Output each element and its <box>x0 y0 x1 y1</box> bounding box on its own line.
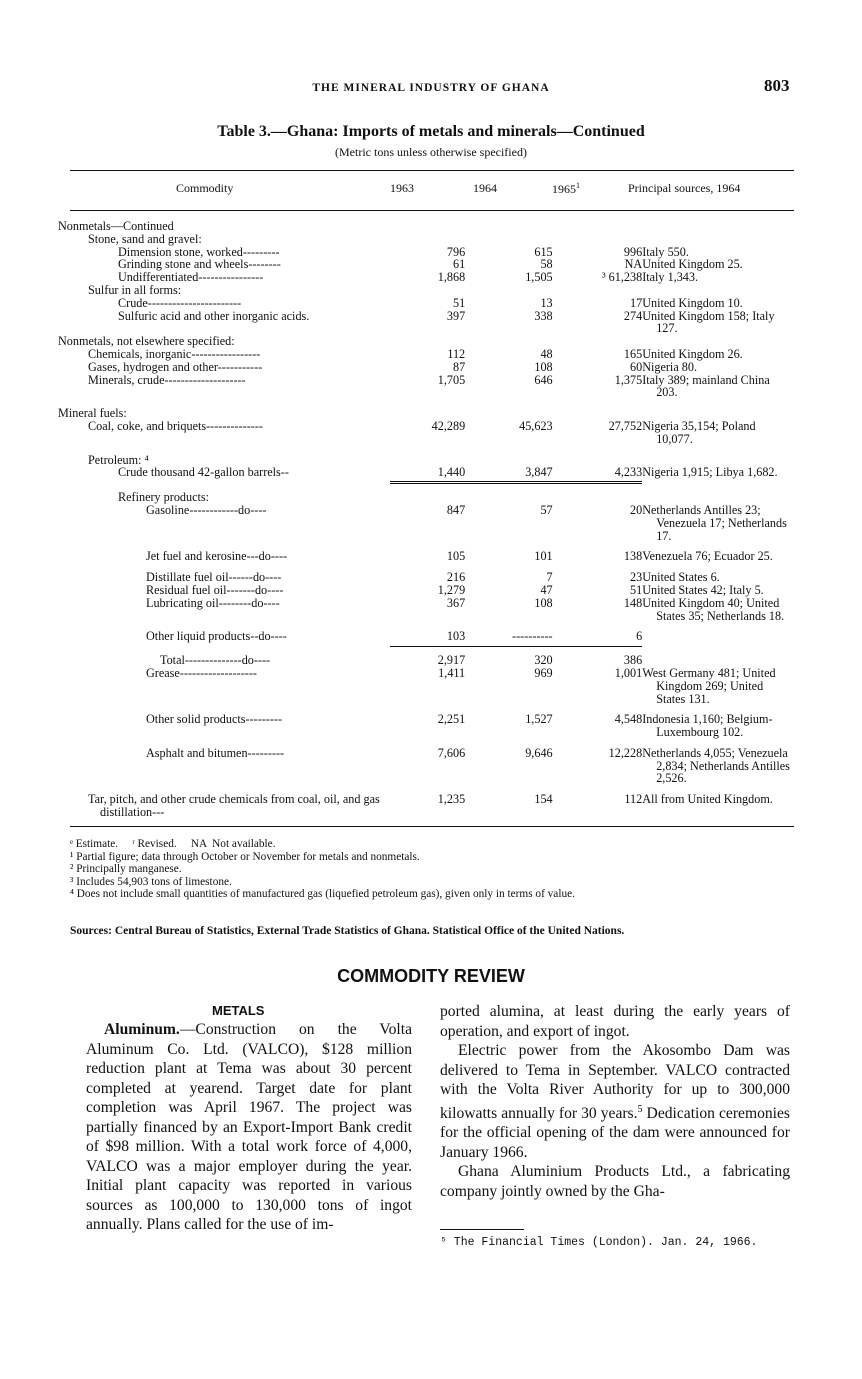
row-sources: Venezuela 76; Ecuador 25. <box>642 549 773 564</box>
row-value-1964: ---------- <box>512 629 553 644</box>
row-value-1964: 154 <box>534 792 553 807</box>
row-sources: Indonesia 1,160; Belgium-Luxembourg 102. <box>642 712 773 740</box>
row-value-1963: 2,251 <box>437 712 466 727</box>
row-value-1965: NA <box>624 257 643 272</box>
row-commodity: Grease------------------- <box>146 665 257 680</box>
paragraph-ghana-aluminium: Ghana Aluminium Products Ltd., a fabricating company jointly owned by the Gha- <box>440 1163 790 1200</box>
row-sources: United Kingdom 40; United States 35; Netherlands 18. <box>642 595 785 623</box>
row-value-1965: 27,752 <box>608 418 643 433</box>
row-value-1964: 7 <box>546 570 553 585</box>
row-value-1964: 101 <box>534 549 553 564</box>
footnote-line: ² Principally manganese. <box>70 863 182 876</box>
row-value-1963: 1,411 <box>438 665 466 680</box>
row-value-1963: 112 <box>447 346 466 361</box>
footnote-line: ³ Includes 54,903 tons of limestone. <box>70 875 232 888</box>
row-commodity: Asphalt and bitumen--------- <box>146 745 285 760</box>
table-subtitle: (Metric tons unless otherwise specified) <box>335 145 527 159</box>
row-value-1965: 4,233 <box>614 465 643 480</box>
row-value-1965: 6 <box>636 629 643 644</box>
table-row <box>70 550 794 563</box>
table-row <box>70 571 794 584</box>
row-value-1963: 216 <box>446 570 466 585</box>
row-sources: Italy 550. <box>642 244 689 259</box>
row-commodity: Grinding stone and wheels-------- <box>118 257 281 272</box>
row-value-1964: 57 <box>540 502 553 517</box>
row-value-1965: 17 <box>630 295 643 310</box>
row-value-1965: 20 <box>630 502 643 517</box>
row-value-1964: 338 <box>534 308 553 323</box>
col-header-1965: 1965$^1$ <box>552 181 580 196</box>
row-value-1963: 1,235 <box>437 792 466 807</box>
row-value-1965: 112 <box>624 792 643 807</box>
row-value-1964: 13 <box>540 295 553 310</box>
row-value-1964: 320 <box>534 653 553 668</box>
row-value-1963: 42,289 <box>431 418 466 433</box>
table-row <box>70 466 794 479</box>
row-commodity: Other solid products--------- <box>146 712 283 727</box>
row-value-1964: 48 <box>540 346 553 361</box>
subsection-heading: METALS <box>212 1003 265 1018</box>
table-row <box>70 713 794 739</box>
row-commodity: Sulfuric acid and other inorganic acids. <box>118 308 310 323</box>
row-value-1965: ³ 61,238 <box>601 270 643 285</box>
col-header-commodity: Commodity <box>176 181 234 195</box>
row-value-1964: 9,646 <box>525 745 553 760</box>
table-row <box>70 630 794 643</box>
table-bottom-rule <box>70 826 794 827</box>
row-value-1963: 105 <box>446 549 466 564</box>
row-value-1965: 23 <box>630 570 643 585</box>
table-row <box>70 348 794 361</box>
footnote-line: ᵉ Estimate. ʳ Revised. NA Not available. <box>70 838 276 850</box>
row-sources: United States 6. <box>642 570 720 585</box>
page-number: 803 <box>764 76 790 95</box>
row-spacer <box>70 399 794 407</box>
lead-term: Aluminum. <box>104 1021 180 1038</box>
row-sources: United Kingdom 158; Italy 127. <box>642 308 775 336</box>
row-value-1963: 7,606 <box>437 745 466 760</box>
row-value-1963: 87 <box>452 359 466 374</box>
row-sources <box>642 654 794 667</box>
row-value-1963: 51 <box>452 295 466 310</box>
row-commodity: Stone, sand and gravel: <box>88 231 202 246</box>
row-value-1963: 103 <box>446 629 466 644</box>
row-commodity: Gasoline------------do---- <box>146 502 267 517</box>
row-value-1965: 165 <box>623 346 643 361</box>
row-commodity: Residual fuel oil-------do---- <box>146 582 284 597</box>
row-value-1964 <box>465 233 552 246</box>
text-column-right <box>440 1002 790 1201</box>
row-commodity: Coal, coke, and briquets-------------- <box>88 418 263 433</box>
row-commodity: Nonmetals, not elsewhere specified: <box>58 334 235 349</box>
footnote-rule <box>440 1229 524 1230</box>
footnote-5: ⁵ The Financial Times (London). Jan. 24, 1966. <box>440 1236 758 1249</box>
row-commodity: Gases, hydrogen and other----------- <box>88 359 263 374</box>
row-value-1964 <box>465 284 552 297</box>
row-value-1964: 108 <box>534 595 553 610</box>
table-footnotes <box>70 838 794 901</box>
row-commodity: Petroleum: ⁴ <box>88 452 149 467</box>
table-row <box>70 504 794 542</box>
row-sources <box>642 630 794 643</box>
table-sources: Sources: Central Bureau of Statistics, External Trade Statistics of Ghana. Statistical Office of the United Nations. <box>70 925 625 937</box>
paragraph-continued: ported alumina, at least during the early years of operation, and export of ingot. <box>440 1003 790 1040</box>
row-value-1963: 397 <box>446 308 466 323</box>
row-value-1964: 45,623 <box>519 418 553 433</box>
row-value-1963: 1,705 <box>437 372 466 387</box>
row-value-1963: 2,917 <box>437 653 466 668</box>
row-commodity: Total--------------do---- <box>160 653 271 668</box>
row-value-1963: 367 <box>446 595 466 610</box>
row-value-1965: 51 <box>630 582 643 597</box>
row-value-1963: 1,440 <box>437 465 466 480</box>
table-row <box>70 220 794 233</box>
table-title: Table 3.—Ghana: Imports of metals and minerals—Continued <box>217 123 645 140</box>
row-commodity: Chemicals, inorganic----------------- <box>88 346 261 361</box>
row-value-1965: 386 <box>623 653 643 668</box>
row-value-1964: 58 <box>540 257 553 272</box>
row-value-1965: 274 <box>623 308 643 323</box>
row-value-1963 <box>390 284 465 297</box>
row-sources: Netherlands 4,055; Venezuela 2,834; Netherlands Antilles 2,526. <box>642 745 790 786</box>
row-value-1964: 1,527 <box>525 712 553 727</box>
row-commodity: Distillate fuel oil------do---- <box>146 570 282 585</box>
row-value-1963 <box>390 233 465 246</box>
row-sources <box>642 233 794 246</box>
row-commodity: Tar, pitch, and other crude chemicals from coal, oil, and gas distillation--- <box>88 792 380 820</box>
row-value-1963: 847 <box>446 502 466 517</box>
row-value-1964 <box>465 220 552 233</box>
table-row <box>70 361 794 374</box>
table-top-rule <box>70 170 794 171</box>
row-value-1965 <box>553 233 643 246</box>
row-value-1965 <box>553 491 643 504</box>
imports-table <box>58 219 794 820</box>
row-sources: Netherlands Antilles 23; Venezuela 17; Netherlands 17. <box>642 502 787 543</box>
row-commodity: Crude----------------------- <box>118 295 242 310</box>
row-value-1963: 1,279 <box>437 582 466 597</box>
row-value-1965: 148 <box>623 595 643 610</box>
row-sources: United Kingdom 26. <box>642 346 743 361</box>
row-value-1964: 1,505 <box>525 270 553 285</box>
row-commodity: Minerals, crude-------------------- <box>88 372 246 387</box>
table-row <box>70 597 794 623</box>
row-value-1965: 996 <box>623 244 643 259</box>
row-commodity: Dimension stone, worked--------- <box>118 244 280 259</box>
row-commodity: Sulfur in all forms: <box>88 282 182 297</box>
text-column-left <box>86 1020 412 1235</box>
footnote-line: ¹ Partial figure; data through October or November for metals and nonmetals. <box>70 850 420 863</box>
row-sources: United Kingdom 10. <box>642 295 743 310</box>
row-commodity: Undifferentiated---------------- <box>118 270 264 285</box>
row-value-1965: 1,001 <box>614 665 643 680</box>
table-header-rule <box>70 210 794 211</box>
row-sources: Nigeria 1,915; Libya 1,682. <box>642 465 778 480</box>
table-row <box>70 667 794 705</box>
running-title: THE MINERAL INDUSTRY OF GHANA <box>312 82 550 94</box>
table-row <box>70 654 794 667</box>
row-value-1965: 4,548 <box>614 712 643 727</box>
row-value-1963 <box>390 220 465 233</box>
row-value-1965: 12,228 <box>608 745 643 760</box>
row-commodity: Lubricating oil--------do---- <box>146 595 280 610</box>
row-sources: Nigeria 35,154; Poland 10,077. <box>642 418 756 446</box>
row-commodity: Crude thousand 42-gallon barrels-- <box>118 465 289 480</box>
table-row <box>70 233 794 246</box>
row-sources: Italy 1,343. <box>642 270 699 285</box>
row-value-1963: 1,868 <box>437 270 466 285</box>
row-value-1964: 969 <box>534 665 553 680</box>
table-row <box>70 310 794 336</box>
table-row <box>70 374 794 400</box>
col-header-sources: Principal sources, 1964 <box>628 181 741 195</box>
row-sources <box>642 284 794 297</box>
row-spacer <box>70 446 794 454</box>
row-sources: Nigeria 80. <box>642 359 698 374</box>
col-header-1963: 1963 <box>390 181 414 195</box>
row-value-1965 <box>553 284 643 297</box>
row-commodity: Refinery products: <box>118 490 210 505</box>
row-sources: All from United Kingdom. <box>642 792 773 807</box>
table-row <box>70 297 794 310</box>
row-value-1964: 615 <box>534 244 553 259</box>
row-commodity: Mineral fuels: <box>58 406 127 421</box>
row-sources: United States 42; Italy 5. <box>642 582 764 597</box>
row-value-1965: 60 <box>630 359 643 374</box>
footnote-line: ⁴ Does not include small quantities of manufactured gas (liquefied petroleum gas), given only in terms of value. <box>70 888 575 901</box>
row-commodity: Other liquid products--do---- <box>146 629 287 644</box>
table-row <box>70 793 794 819</box>
row-value-1964: 646 <box>534 372 553 387</box>
row-value-1963: 61 <box>452 257 466 272</box>
table-row <box>70 284 794 297</box>
row-sources: Italy 389; mainland China 203. <box>642 372 770 400</box>
row-commodity: Jet fuel and kerosine---do---- <box>146 549 288 564</box>
table-row <box>70 747 794 785</box>
row-value-1964: 108 <box>534 359 553 374</box>
row-value-1965: 1,375 <box>614 372 643 387</box>
paragraph-power: Electric power from the Akosombo Dam was delivered to Tema in September. VALCO contracted with the Volta River Authority for up to 300,000 kilowatts annually for 30 years.$^5$ Dedication ceremonies for the official opening of the dam were announced for January 1966. <box>440 1042 790 1161</box>
row-sources <box>642 220 794 233</box>
col-header-1964: 1964 <box>473 181 497 195</box>
row-value-1965 <box>553 220 643 233</box>
row-value-1964: 3,847 <box>525 465 553 480</box>
section-heading: COMMODITY REVIEW <box>337 966 525 986</box>
paragraph-aluminum: —Construction on the Volta Aluminum Co. Ltd. (VALCO), $128 million reduction plant at Tema was about 30 percent completed at yearend. Target date for plant completion was April 1967. The project was partially financed by an Export-Import Bank credit of $98 million. With a total work force of 4,000, VALCO was a major employer during the year. Initial plant capacity was reported in various sources as 100,000 to 130,000 tons of ingot annually. Plans called for the use of im- <box>86 1021 412 1233</box>
table-row <box>70 420 794 446</box>
row-value-1964: 47 <box>540 582 553 597</box>
row-commodity: Nonmetals—Continued <box>58 219 174 233</box>
row-value-1965: 138 <box>623 549 643 564</box>
table-row <box>70 584 794 597</box>
row-sources: United Kingdom 25. <box>642 257 743 272</box>
row-value-1963: 796 <box>446 244 466 259</box>
row-sources: West Germany 481; United Kingdom 269; United States 131. <box>642 665 776 706</box>
